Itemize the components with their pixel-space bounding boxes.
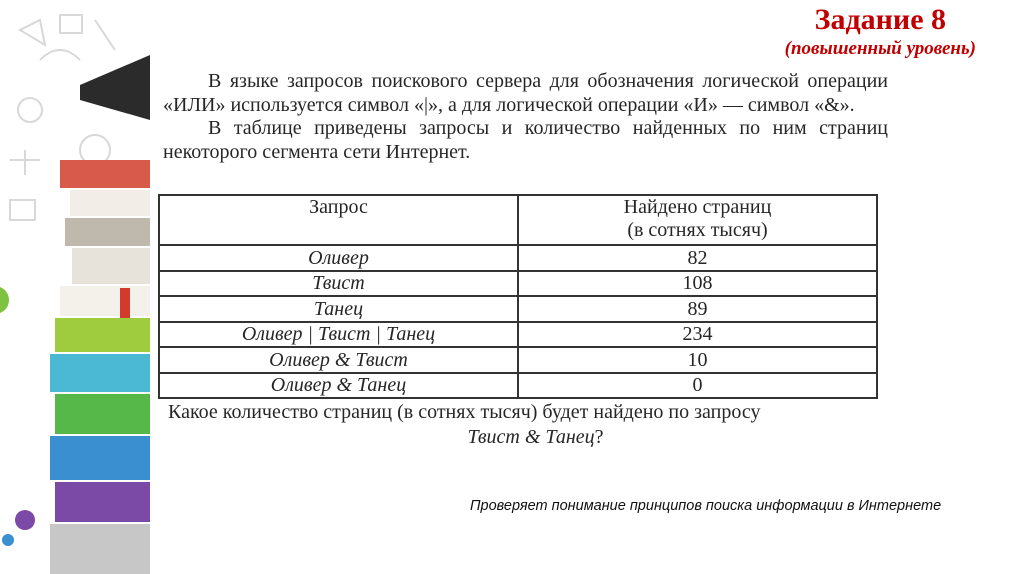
pages-cell: 0	[518, 373, 877, 399]
header-pages-line2: (в сотнях тысяч)	[627, 219, 768, 241]
question-line: Какое количество страниц (в сотнях тысяч) будет найдено по запросу	[168, 401, 761, 423]
decorative-books-illustration	[0, 0, 150, 574]
question-query-line	[168, 425, 818, 450]
table-row	[159, 373, 877, 399]
pages-cell: 10	[518, 347, 877, 373]
query-cell: Оливер & Танец	[159, 373, 518, 399]
pages-cell: 108	[518, 271, 877, 297]
skill-note: Проверяет понимание принципов поиска информации в Интернете	[470, 498, 942, 514]
query-cell: Танец	[159, 296, 518, 322]
table-row	[159, 322, 877, 348]
task-paragraph-2: В таблице приведены запросы и количество найденных по ним страниц некоторого сегмента сети Интернет.	[163, 117, 888, 163]
queries-table	[158, 194, 878, 399]
question-text	[168, 400, 818, 450]
header-query: Запрос	[159, 195, 518, 245]
pages-cell: 89	[518, 296, 877, 322]
task-paragraph-1: В языке запросов поискового сервера для обозначения логической операции «ИЛИ» используется символ «|», а для логической операции «И» — символ «&».	[163, 70, 888, 116]
query-cell: Оливер & Твист	[159, 347, 518, 373]
task-text	[163, 70, 888, 164]
pages-cell: 234	[518, 322, 877, 348]
query-cell: Оливер | Твист | Танец	[159, 322, 518, 348]
table-row	[159, 296, 877, 322]
question-query: Твист & Танец	[467, 426, 595, 448]
query-cell: Твист	[159, 271, 518, 297]
table-header-row	[159, 195, 877, 245]
table-row	[159, 245, 877, 271]
task-level: (повышенный уровень)	[784, 38, 976, 59]
table-row	[159, 347, 877, 373]
pages-cell: 82	[518, 245, 877, 271]
task-title-block	[785, 2, 976, 60]
question-mark: ?	[594, 426, 604, 448]
header-pages-line1: Найдено страниц	[623, 196, 772, 218]
query-cell: Оливер	[159, 245, 518, 271]
task-title: Задание 8	[814, 3, 947, 36]
header-pages	[518, 195, 877, 245]
table-row	[159, 271, 877, 297]
